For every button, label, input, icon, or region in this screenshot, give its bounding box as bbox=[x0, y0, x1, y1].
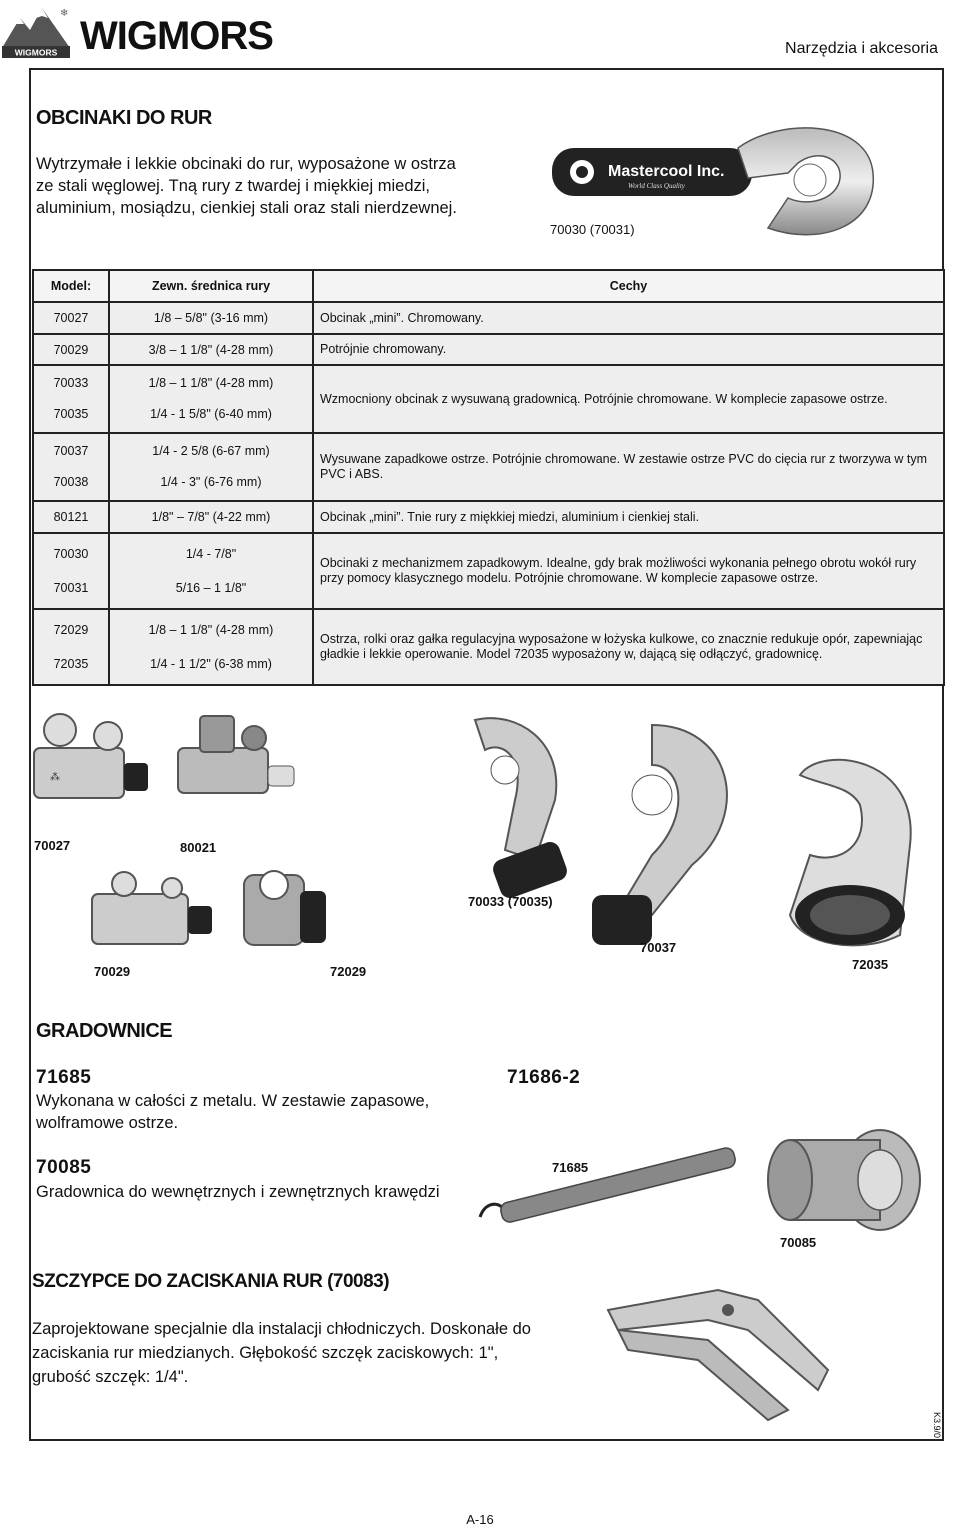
description-line: Wykonana w całości z metalu. W zestawie zapasowe, bbox=[36, 1092, 430, 1110]
features-cell: Wysuwane zapadkowe ostrze. Potrójnie chromowane. W zestawie ostrze PVC do cięcia rur z tworzywa w tym PVC i ABS. bbox=[313, 433, 944, 501]
locking-pliers-image bbox=[598, 1270, 838, 1430]
cutter-70027-image bbox=[30, 708, 160, 818]
model-cell bbox=[33, 433, 109, 501]
cutter-80021-image bbox=[170, 708, 300, 818]
diameter-value: 1/4 - 3" (6-76 mm) bbox=[160, 475, 262, 489]
gallery-caption: 70033 (70035) bbox=[468, 894, 553, 909]
product-description bbox=[36, 1090, 476, 1134]
gallery-caption: 70029 bbox=[94, 964, 131, 979]
diameter-cell bbox=[109, 365, 313, 433]
wigmors-logo bbox=[2, 4, 70, 60]
model-cell: 80121 bbox=[33, 501, 109, 533]
gallery-caption: 70085 bbox=[780, 1235, 817, 1250]
cutter-72029-image bbox=[238, 855, 338, 965]
description-line: Zaprojektowane specjalnie dla instalacji chłodniczych. Doskonałe do bbox=[32, 1320, 531, 1338]
model-cell: 70029 bbox=[33, 334, 109, 365]
hero-caption: 70030 (70031) bbox=[550, 222, 635, 237]
diameter-cell: 1/8 – 5/8" (3-16 mm) bbox=[109, 302, 313, 334]
description-line: ze stali węglowej. Tną rury z twardej i miękkiej miedzi, bbox=[36, 177, 430, 195]
gallery-caption: 72029 bbox=[330, 964, 367, 979]
description-line: Wytrzymałe i lekkie obcinaki do rur, wyposażone w ostrza bbox=[36, 155, 456, 173]
description-line: wolframowe ostrze. bbox=[36, 1114, 179, 1132]
table-row bbox=[33, 533, 944, 609]
diameter-value: 1/4 - 1 5/8" (6-40 mm) bbox=[150, 407, 272, 421]
features-cell: Obcinak „mini”. Chromowany. bbox=[313, 302, 944, 334]
description-line: aluminium, mosiądzu, cienkiej stali oraz stali nierdzewnej. bbox=[36, 199, 457, 217]
features-cell: Obcinak „mini”. Tnie rury z miękkiej miedzi, aluminium i cienkiej stali. bbox=[313, 501, 944, 533]
page-header bbox=[0, 0, 960, 68]
diameter-value: 1/8 – 1 1/8" (4-28 mm) bbox=[148, 623, 274, 637]
table-row bbox=[33, 334, 944, 365]
column-header: Model: bbox=[33, 270, 109, 302]
spec-table bbox=[32, 269, 945, 686]
model-code: 72029 bbox=[53, 623, 89, 637]
model-cell bbox=[33, 533, 109, 609]
section-title-obcinaki: OBCINAKI DO RUR bbox=[36, 107, 212, 129]
model-cell: 70027 bbox=[33, 302, 109, 334]
diameter-value: 1/4 - 2 5/8 (6-67 mm) bbox=[152, 444, 270, 458]
description-line: grubość szczęk: 1/4". bbox=[32, 1368, 189, 1386]
model-code: 70033 bbox=[53, 376, 89, 390]
page-category: Narzędzia i akcesoria bbox=[785, 40, 938, 57]
section-title-gradownice: GRADOWNICE bbox=[36, 1020, 173, 1042]
diameter-cell: 1/8" – 7/8" (4-22 mm) bbox=[109, 501, 313, 533]
diameter-cell: 3/8 – 1 1/8" (4-28 mm) bbox=[109, 334, 313, 365]
diameter-cell bbox=[109, 533, 313, 609]
table-header-row bbox=[33, 270, 944, 302]
product-code: 70085 bbox=[36, 1157, 92, 1178]
side-code: K3.9/0 bbox=[932, 1412, 942, 1439]
section-title-szczypce: SZCZYPCE DO ZACISKANIA RUR (70083) bbox=[32, 1271, 390, 1292]
table-row bbox=[33, 501, 944, 533]
mastercool-brand: Mastercool Inc. bbox=[608, 163, 725, 180]
column-header: Zewn. średnica rury bbox=[109, 270, 313, 302]
cutter-70033-image bbox=[455, 710, 575, 900]
diameter-value: 5/16 – 1 1/8" bbox=[175, 581, 247, 595]
model-cell bbox=[33, 609, 109, 685]
brand-name: WIGMORS bbox=[80, 14, 273, 58]
table-row bbox=[33, 302, 944, 334]
features-cell: Wzmocniony obcinak z wysuwaną gradownicą. Potrójnie chromowane. W komplecie zapasowe ostrze. bbox=[313, 365, 944, 433]
gallery-caption: 80021 bbox=[180, 840, 217, 855]
column-header: Cechy bbox=[313, 270, 944, 302]
product-description: Gradownica do wewnętrznych i zewnętrznych krawędzi bbox=[36, 1183, 440, 1201]
features-cell: Potrójnie chromowany. bbox=[313, 334, 944, 365]
logo-text: WIGMORS bbox=[14, 47, 58, 58]
cutter-72035-image bbox=[780, 745, 930, 960]
model-code: 72035 bbox=[53, 657, 89, 671]
cutter-70037-image bbox=[582, 715, 742, 955]
diameter-value: 1/4 - 7/8" bbox=[185, 547, 237, 561]
table-row bbox=[33, 609, 944, 685]
svg-text:⁂: ⁂ bbox=[50, 772, 60, 783]
diameter-cell bbox=[109, 609, 313, 685]
table-row bbox=[33, 365, 944, 433]
deburring-cone-image bbox=[750, 1120, 930, 1235]
gallery-caption: 70037 bbox=[640, 940, 677, 955]
svg-text:❄: ❄ bbox=[60, 8, 69, 19]
features-cell: Ostrza, rolki oraz gałka regulacyjna wyposażone w łożyska kulkowe, co znacznie redukuje opór, zapewniając gładkie i lekkie operowanie. Model 72035 wyposażony w, dającą się odłączyć, gradownicę. bbox=[313, 609, 944, 685]
model-code: 70030 bbox=[53, 547, 89, 561]
description-line: zaciskania rur miedzianych. Głębokość szczęk zaciskowych: 1", bbox=[32, 1344, 499, 1362]
svg-text:World Class Quality: World Class Quality bbox=[628, 182, 685, 190]
features-cell: Obcinaki z mechanizmem zapadkowym. Idealne, gdy brak możliwości wykonania pełnego obrotu wokół rury przy pomocy klasycznego modelu. Potrójnie chromowane. W komplecie zapasowe ostrze. bbox=[313, 533, 944, 609]
page-number: A-16 bbox=[466, 1512, 494, 1527]
section-description bbox=[32, 1317, 592, 1389]
gallery-caption: 70027 bbox=[34, 838, 71, 853]
cutter-70029-image bbox=[88, 868, 218, 963]
deburring-tool-image bbox=[470, 1135, 740, 1225]
product-code: 71685 bbox=[36, 1067, 92, 1088]
diameter-value: 1/8 – 1 1/8" (4-28 mm) bbox=[148, 376, 274, 390]
model-code: 70038 bbox=[53, 475, 89, 489]
gallery-caption: 72035 bbox=[852, 957, 889, 972]
diameter-value: 1/4 - 1 1/2" (6-38 mm) bbox=[150, 657, 272, 671]
model-code: 70037 bbox=[53, 444, 89, 458]
diameter-cell bbox=[109, 433, 313, 501]
model-code: 70035 bbox=[53, 407, 89, 421]
gallery-caption: 71685 bbox=[552, 1160, 589, 1175]
product-code: 71686-2 bbox=[507, 1067, 581, 1088]
section-description bbox=[36, 153, 516, 219]
model-code: 70031 bbox=[53, 581, 89, 595]
model-cell bbox=[33, 365, 109, 433]
table-row bbox=[33, 433, 944, 501]
